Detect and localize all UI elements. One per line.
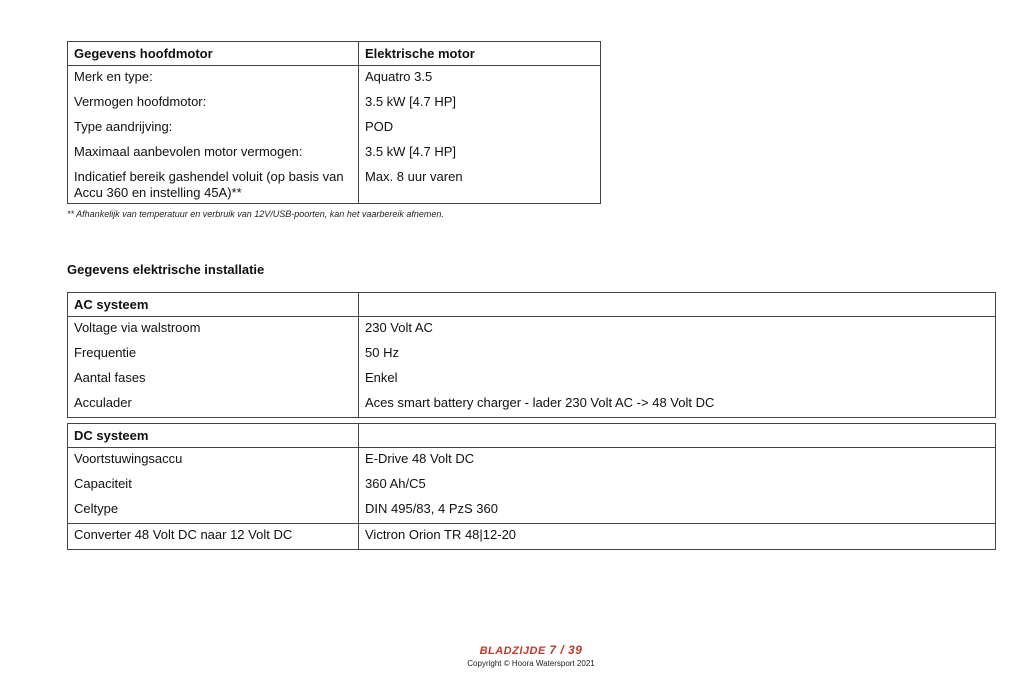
label-cell: Converter 48 Volt DC naar 12 Volt DC	[68, 524, 359, 550]
table-row	[68, 91, 601, 116]
value-cell: E-Drive 48 Volt DC	[359, 448, 996, 474]
table-row	[68, 342, 996, 367]
table-header-row	[68, 293, 996, 317]
header-cell: Gegevens hoofdmotor	[68, 42, 359, 66]
table-row	[68, 141, 601, 166]
table-row	[68, 498, 996, 524]
value-cell: 230 Volt AC	[359, 317, 996, 343]
value-cell: 3.5 kW [4.7 HP]	[359, 141, 601, 166]
label-cell: Voortstuwingsaccu	[68, 448, 359, 474]
value-cell: Victron Orion TR 48|12-20	[359, 524, 996, 550]
ac-system-table	[67, 292, 996, 418]
copyright: Copyright © Hoora Watersport 2021	[467, 659, 595, 668]
label-cell: Type aandrijving:	[68, 116, 359, 141]
header-cell: Elektrische motor	[359, 42, 601, 66]
label-cell: Indicatief bereik gashendel voluit (op basis van Accu 360 en instelling 45A)**	[68, 166, 359, 204]
header-cell: DC systeem	[68, 424, 359, 448]
value-cell: Aces smart battery charger - lader 230 Volt AC -> 48 Volt DC	[359, 392, 996, 418]
value-cell: POD	[359, 116, 601, 141]
section-title: Gegevens elektrische installatie	[67, 262, 265, 277]
label-cell: Vermogen hoofdmotor:	[68, 91, 359, 116]
header-cell: AC systeem	[68, 293, 359, 317]
table-header-row	[68, 42, 601, 66]
label-cell: Acculader	[68, 392, 359, 418]
value-cell: Max. 8 uur varen	[359, 166, 601, 204]
value-cell: 3.5 kW [4.7 HP]	[359, 91, 601, 116]
value-cell: 50 Hz	[359, 342, 996, 367]
value-cell: 360 Ah/C5	[359, 473, 996, 498]
table-row	[68, 448, 996, 474]
table-row	[68, 166, 601, 204]
value-cell: DIN 495/83, 4 PzS 360	[359, 498, 996, 524]
value-cell: Enkel	[359, 367, 996, 392]
page-count: 7 / 39	[549, 643, 583, 657]
footnote: ** Afhankelijk van temperatuur en verbruik van 12V/USB-poorten, kan het vaarbereik afnemen.	[67, 209, 444, 219]
label-cell: Frequentie	[68, 342, 359, 367]
motor-table	[67, 41, 601, 204]
label-cell: Voltage via walstroom	[68, 317, 359, 343]
table-row	[68, 392, 996, 418]
dc-system-table	[67, 423, 996, 550]
label-cell: Merk en type:	[68, 66, 359, 92]
table-row	[68, 116, 601, 141]
label-cell: Aantal fases	[68, 367, 359, 392]
table-row	[68, 367, 996, 392]
table-header-row	[68, 424, 996, 448]
table-row	[68, 317, 996, 343]
label-cell: Capaciteit	[68, 473, 359, 498]
page-number	[0, 643, 1024, 657]
header-cell	[359, 293, 996, 317]
table-row	[68, 473, 996, 498]
value-cell: Aquatro 3.5	[359, 66, 601, 92]
table-row	[68, 524, 996, 550]
header-cell	[359, 424, 996, 448]
page-label: BLADZIJDE	[479, 645, 546, 657]
table-row	[68, 66, 601, 92]
label-cell: Celtype	[68, 498, 359, 524]
label-cell: Maximaal aanbevolen motor vermogen:	[68, 141, 359, 166]
